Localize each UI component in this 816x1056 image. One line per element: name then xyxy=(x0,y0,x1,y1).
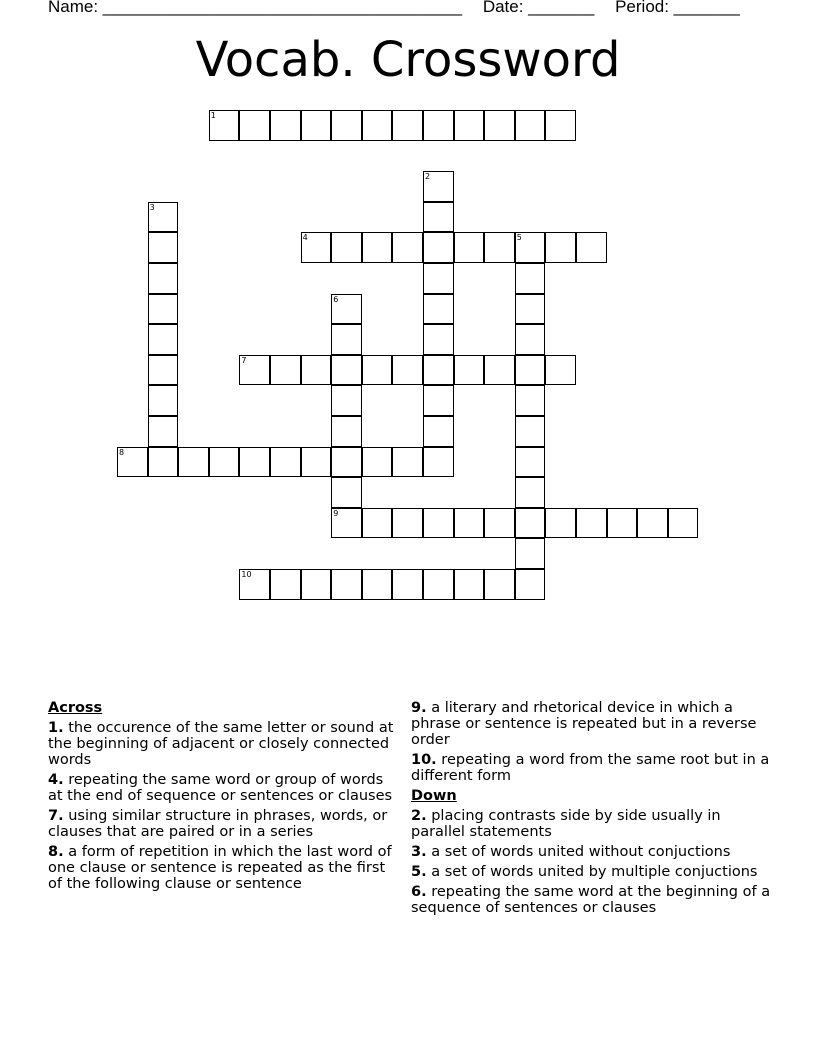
clue-down-2 xyxy=(411,808,771,840)
clue-number-label: 3 xyxy=(149,202,155,212)
crossword-cell[interactable] xyxy=(148,447,179,478)
crossword-cell[interactable] xyxy=(392,447,423,478)
crossword-cell[interactable] xyxy=(423,385,454,416)
crossword-cell[interactable] xyxy=(148,202,179,233)
clue-number: 1. xyxy=(48,720,64,736)
crossword-cell[interactable] xyxy=(301,232,332,263)
crossword-cell[interactable] xyxy=(362,355,393,386)
page-title: Vocab. Crossword xyxy=(195,32,621,88)
crossword-cell[interactable] xyxy=(362,508,393,539)
crossword-cell[interactable] xyxy=(484,110,515,141)
clue-number-label: 7 xyxy=(241,355,247,365)
crossword-cell[interactable] xyxy=(148,385,179,416)
crossword-cell[interactable] xyxy=(484,355,515,386)
crossword-cell[interactable] xyxy=(148,263,179,294)
crossword-cell[interactable] xyxy=(515,477,546,508)
crossword-cell[interactable] xyxy=(270,569,301,600)
crossword-cell[interactable] xyxy=(239,110,270,141)
clues-column-left xyxy=(48,700,398,896)
clue-text: a set of words united by multiple conjuctions xyxy=(431,864,758,880)
crossword-cell[interactable] xyxy=(423,171,454,202)
crossword-cell[interactable] xyxy=(545,232,576,263)
clue-number-label: 5 xyxy=(516,233,522,243)
crossword-cell[interactable] xyxy=(515,385,546,416)
crossword-cell[interactable] xyxy=(484,508,515,539)
crossword-cell[interactable] xyxy=(301,447,332,478)
clue-across-4 xyxy=(48,772,398,804)
clue-down-5 xyxy=(411,864,771,880)
period-field[interactable]: Period: _______ xyxy=(615,0,740,16)
crossword-cell[interactable] xyxy=(607,508,638,539)
clue-across-8 xyxy=(48,844,398,892)
clues-column-right xyxy=(411,700,771,920)
clue-text: a form of repetition in which the last word of one clause or sentence is repeated as the first of the following clause or sentence xyxy=(48,844,392,892)
crossword-cell[interactable] xyxy=(515,110,546,141)
crossword-cell[interactable] xyxy=(454,569,485,600)
crossword-cell[interactable] xyxy=(392,355,423,386)
crossword-cell[interactable] xyxy=(331,355,362,386)
clue-number-label: 10 xyxy=(241,570,252,579)
crossword-cell[interactable] xyxy=(270,110,301,141)
crossword-cell[interactable] xyxy=(545,110,576,141)
crossword-cell[interactable] xyxy=(423,447,454,478)
clue-text: a set of words united without conjuctions xyxy=(431,844,731,860)
crossword-cell[interactable] xyxy=(423,355,454,386)
clue-across-7 xyxy=(48,808,398,840)
clue-text: repeating a word from the same root but in a different form xyxy=(411,752,770,784)
across-heading: Across xyxy=(48,700,103,716)
crossword-cell[interactable] xyxy=(148,355,179,386)
crossword-cell[interactable] xyxy=(178,447,209,478)
crossword-cell[interactable] xyxy=(515,355,546,386)
crossword-cell[interactable] xyxy=(423,110,454,141)
crossword-cell[interactable] xyxy=(484,232,515,263)
crossword-cell[interactable] xyxy=(331,232,362,263)
crossword-cell[interactable] xyxy=(515,447,546,478)
crossword-cell[interactable] xyxy=(515,294,546,325)
clue-number: 2. xyxy=(411,808,427,824)
clue-text: a literary and rhetorical device in which a phrase or sentence is repeated but in a reverse order xyxy=(411,700,757,748)
clue-number: 5. xyxy=(411,864,427,880)
clue-text: repeating the same word at the beginning of a sequence of sentences or clauses xyxy=(411,884,771,916)
crossword-cell[interactable] xyxy=(454,110,485,141)
crossword-cell[interactable] xyxy=(515,416,546,447)
clue-number: 10. xyxy=(411,752,437,768)
crossword-cell[interactable] xyxy=(148,294,179,325)
clue-down-3 xyxy=(411,844,771,860)
crossword-cell[interactable] xyxy=(515,232,546,263)
crossword-cell[interactable] xyxy=(362,110,393,141)
crossword-cell[interactable] xyxy=(331,447,362,478)
crossword-cell[interactable] xyxy=(515,508,546,539)
crossword-cell[interactable] xyxy=(423,324,454,355)
clue-across-9 xyxy=(411,700,771,748)
crossword-cell[interactable] xyxy=(392,232,423,263)
crossword-cell[interactable] xyxy=(392,110,423,141)
crossword-cell[interactable] xyxy=(270,447,301,478)
crossword-cell[interactable] xyxy=(423,202,454,233)
crossword-cell[interactable] xyxy=(423,232,454,263)
crossword-cell[interactable] xyxy=(331,294,362,325)
crossword-cell[interactable] xyxy=(148,416,179,447)
crossword-cell[interactable] xyxy=(209,110,240,141)
crossword-cell[interactable] xyxy=(301,569,332,600)
clue-across-1 xyxy=(48,720,398,768)
crossword-cell[interactable] xyxy=(301,110,332,141)
crossword-cell[interactable] xyxy=(423,508,454,539)
crossword-cell[interactable] xyxy=(454,232,485,263)
crossword-cell[interactable] xyxy=(331,477,362,508)
crossword-cell[interactable] xyxy=(362,569,393,600)
crossword-cell[interactable] xyxy=(545,355,576,386)
crossword-cell[interactable] xyxy=(270,355,301,386)
clue-number-label: 4 xyxy=(302,233,308,243)
clue-text: repeating the same word or group of words at the end of sequence or sentences or clauses xyxy=(48,772,393,804)
crossword-cell[interactable] xyxy=(454,355,485,386)
crossword-cell[interactable] xyxy=(423,416,454,447)
crossword-cell[interactable] xyxy=(545,508,576,539)
crossword-cell[interactable] xyxy=(515,569,546,600)
crossword-cell[interactable] xyxy=(331,416,362,447)
crossword-cell[interactable] xyxy=(331,569,362,600)
crossword-cell[interactable] xyxy=(392,508,423,539)
clue-across-10 xyxy=(411,752,771,784)
crossword-cell[interactable] xyxy=(515,324,546,355)
crossword-cell[interactable] xyxy=(117,447,148,478)
clue-number-label: 1 xyxy=(210,111,216,120)
crossword-cell[interactable] xyxy=(423,263,454,294)
crossword-cell[interactable] xyxy=(484,569,515,600)
clue-number: 4. xyxy=(48,772,64,788)
crossword-cell[interactable] xyxy=(362,232,393,263)
crossword-cell[interactable] xyxy=(637,508,668,539)
clue-number-label: 9 xyxy=(333,508,339,518)
crossword-cell[interactable] xyxy=(331,324,362,355)
crossword-cell[interactable] xyxy=(148,232,179,263)
clue-text: using similar structure in phrases, words, or clauses that are paired or in a series xyxy=(48,808,388,840)
clue-number-label: 2 xyxy=(425,172,431,182)
crossword-cell[interactable] xyxy=(331,110,362,141)
crossword-cell[interactable] xyxy=(423,294,454,325)
crossword-cell[interactable] xyxy=(239,447,270,478)
crossword-cell[interactable] xyxy=(239,355,270,386)
crossword-cell[interactable] xyxy=(301,355,332,386)
crossword-cell[interactable] xyxy=(209,447,240,478)
clue-down-6 xyxy=(411,884,771,916)
crossword-cell[interactable] xyxy=(148,324,179,355)
clue-number: 7. xyxy=(48,808,64,824)
clue-number: 3. xyxy=(411,844,427,860)
crossword-cell[interactable] xyxy=(515,263,546,294)
crossword-cell[interactable] xyxy=(362,447,393,478)
crossword-cell[interactable] xyxy=(668,508,699,539)
crossword-cell[interactable] xyxy=(239,569,270,600)
clue-number: 9. xyxy=(411,700,427,716)
down-heading: Down xyxy=(411,788,457,804)
clue-number: 8. xyxy=(48,844,64,860)
crossword-cell[interactable] xyxy=(392,569,423,600)
crossword-cell[interactable] xyxy=(331,508,362,539)
crossword-cell[interactable] xyxy=(454,508,485,539)
clue-number-label: 6 xyxy=(333,294,339,304)
name-field[interactable]: Name: ______________________________________ xyxy=(48,0,463,16)
date-field[interactable]: Date: _______ xyxy=(482,0,595,16)
crossword-cell[interactable] xyxy=(515,538,546,569)
crossword-cell[interactable] xyxy=(331,385,362,416)
clue-text: placing contrasts side by side usually in parallel statements xyxy=(411,808,721,840)
crossword-cell[interactable] xyxy=(423,569,454,600)
clue-text: the occurence of the same letter or sound at the beginning of adjacent or closely connected words xyxy=(48,720,394,768)
clue-number-label: 8 xyxy=(119,447,125,457)
crossword-cell[interactable] xyxy=(576,508,607,539)
crossword-cell[interactable] xyxy=(576,232,607,263)
clue-number: 6. xyxy=(411,884,427,900)
